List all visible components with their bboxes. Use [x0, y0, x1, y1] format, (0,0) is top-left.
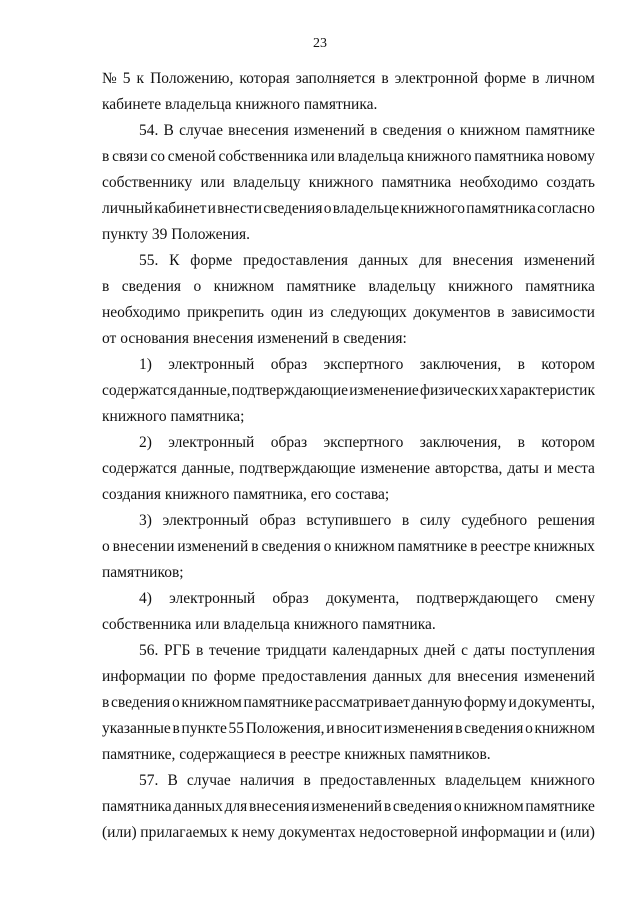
text-line: № 5 к Положению, которая заполняется в электронной форме в личном	[102, 70, 595, 87]
text-line: необходимо прикрепить один из следующих документов в зависимости	[102, 304, 595, 321]
page-number: 23	[313, 36, 327, 51]
document-body	[102, 66, 595, 846]
text-line: в сведения о книжном памятнике рассматривает данную форму и документы,	[102, 694, 595, 711]
text-line: в сведения о книжном памятнике владельцу книжного памятника	[102, 278, 595, 295]
text-line: информации по форме предоставления данных для внесения изменений	[102, 668, 595, 685]
paragraph-p-56	[102, 638, 595, 768]
text-line: 54. В случае внесения изменений в сведения о книжном памятнике	[139, 122, 595, 139]
text-line: личный кабинет и внести сведения о владельце книжного памятника согласно	[102, 200, 595, 217]
paragraph-p-55	[102, 248, 595, 352]
paragraph-p-cont	[102, 66, 595, 118]
paragraph-p-55-3	[102, 508, 595, 586]
text-line: памятника данных для внесения изменений в сведения о книжном памятнике	[102, 798, 595, 815]
text-line: от основания внесения изменений в сведения:	[102, 330, 407, 347]
text-line: (или) прилагаемых к нему документах недостоверной информации и (или)	[102, 824, 595, 841]
text-line: создания книжного памятника, его состава;	[102, 486, 390, 503]
text-line: в связи со сменой собственника или владельца книжного памятника новому	[102, 148, 595, 165]
text-line: 55. К форме предоставления данных для внесения изменений	[139, 252, 595, 269]
paragraph-p-55-2	[102, 430, 595, 508]
text-line: 2) электронный образ экспертного заключения, в котором	[139, 434, 595, 451]
text-line: содержатся данные, подтверждающие изменение авторства, даты и места	[102, 460, 595, 477]
text-line: памятников;	[102, 564, 184, 581]
text-line: книжного памятника;	[102, 408, 245, 425]
text-line: памятнике, содержащиеся в реестре книжных памятников.	[102, 746, 491, 763]
text-line: указанные в пункте 55 Положения, и вносит изменения в сведения о книжном	[102, 720, 595, 737]
text-line: собственнику или владельцу книжного памятника необходимо создать	[102, 174, 595, 191]
text-line: пункту 39 Положения.	[102, 226, 251, 243]
text-line: содержатся данные, подтверждающие изменение физических характеристик	[102, 382, 595, 399]
paragraph-p-55-1	[102, 352, 595, 430]
text-line: 1) электронный образ экспертного заключения, в котором	[139, 356, 595, 373]
paragraph-p-54	[102, 118, 595, 248]
paragraph-p-55-4	[102, 586, 595, 638]
text-line: 57. В случае наличия в предоставленных владельцем книжного	[139, 772, 595, 789]
text-line: 56. РГБ в течение тридцати календарных дней с даты поступления	[139, 642, 595, 659]
text-line: 3) электронный образ вступившего в силу судебного решения	[139, 512, 595, 529]
text-line: о внесении изменений в сведения о книжном памятнике в реестре книжных	[102, 538, 595, 555]
paragraph-p-57	[102, 768, 595, 846]
text-line: 4) электронный образ документа, подтверждающего смену	[139, 590, 595, 607]
text-line: кабинете владельца книжного памятника.	[102, 96, 378, 113]
text-line: собственника или владельца книжного памятника.	[102, 616, 436, 633]
